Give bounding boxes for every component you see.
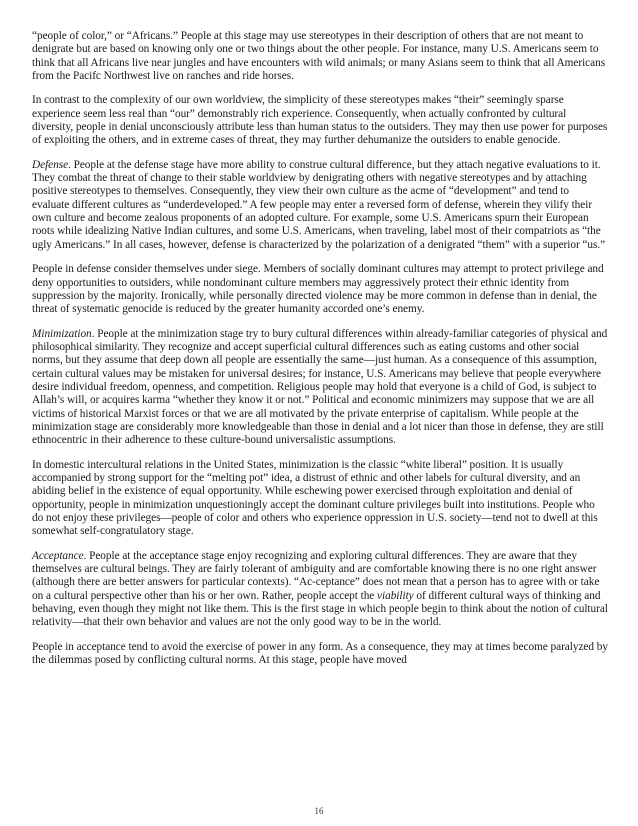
- paragraph-text: People in acceptance tend to avoid the exercise of power in any form. As a consequence, they may at times become paralyzed by the dilemmas posed by conflicting cultural norms. At this stage, people have moved: [32, 640, 608, 667]
- stage-heading: Defense: [32, 158, 69, 171]
- paragraph: [32, 94, 608, 147]
- page-number: 16: [314, 806, 324, 816]
- paragraph-text: People in defense consider themselves under siege. Members of socially dominant cultures may attempt to protect privilege and deny opportunities to outsiders, while nondominant culture members may aggressively protect their ethnic identity from suppression by the majority. Ironically, while personally directed violence may be more common in defense than in denial, the threat of systematic genocide is reduced by the greater humanity accorded one’s enemy.: [32, 263, 604, 316]
- document-body: [32, 30, 608, 678]
- paragraph: [32, 550, 608, 630]
- paragraph: [32, 459, 608, 539]
- paragraph-text: . People at the minimization stage try to bury cultural differences within already-familiar categories of physical and philosophical similarity. They recognize and accept superficial cultural differences such as eating customs and other social norms, but they assume that deep down all people are essentially the same—just human. As a consequence of this assumption, certain cultural values may be mistaken for universal desires; for instance, U.S. Americans may believe that people everywhere desire individual freedom, openness, and competition. Religious people may hold that everyone is a child of God, is subject to Allah’s will, or acquires karma “whether they know it or not.” Political and economic minimizers may suppose that we are all victims of historical Marxist forces or that we are all motivated by the private enterprise of capitalism. While people at the minimization stage are considerably more knowledgeable than those in denial and a lot nicer than those in defense, they are still ethnocentric in their adherence to these culture-bound universalistic assumptions.: [32, 327, 608, 447]
- paragraph-text: . People at the defense stage have more ability to construe cultural difference, but they attach negative evaluations to it. They combat the threat of change to their stable worldview by denigrating others with negative stereotypes and by attaching positive stereotypes to themselves. Consequently, they view their own culture as the acme of “development” and tend to evaluate different cultures as “underdeveloped.” A few people may enter a reversed form of defense, wherein they vilify their own culture and become zealous proponents of an adopted culture. For example, some U.S. Americans spurn their European roots while idealizing Native Indian cultures, and some U.S. Americans, when traveling, label most of their compatriots as “the ugly Americans.” In all cases, however, defense is characterized by the polarization of a denigrated “them” with a superior “us.”: [32, 158, 606, 251]
- paragraph-text: . People at the acceptance stage enjoy recognizing and exploring cultural differences. They are aware that they themselves are cultural beings. They are fairly tolerant of ambiguity and are comfortable knowing there is no one right answer (although there are better answers for particular contexts). “Ac-ceptance” does not mean that a person has to agree with or take on a cultural perspective other than his or her own. Rather, people accept the: [32, 549, 600, 602]
- stage-heading: Minimization: [32, 327, 92, 340]
- paragraph: [32, 328, 608, 448]
- stage-heading: Acceptance: [32, 549, 84, 562]
- paragraph-text: “people of color,” or “Africans.” People at this stage may use stereotypes in their description of others that are not meant to denigrate but are based on knowing only one or two things about the other people. For instance, many U.S. Americans seem to think that all Africans live near jungles and have encounters with wild animals; or many Asians seem to think that all Americans from the Pacifc Northwest live on ranches and ride horses.: [32, 30, 606, 83]
- paragraph-text: of different cultural ways of thinking and behaving, even though they might not like them. This is the first stage in which people begin to think about the notion of cultural relativity—that their own behavior and values are not the only good way to be in the world.: [32, 589, 608, 629]
- paragraph: [32, 641, 608, 668]
- emphasized-text: viability: [377, 589, 414, 602]
- paragraph: [32, 263, 608, 316]
- paragraph: [32, 159, 608, 252]
- paragraph-text: In domestic intercultural relations in the United States, minimization is the classic “white liberal” position. It is usually accompanied by strong support for the “melting pot” idea, a distrust of ethnic and other labels for cultural diversity, and an abiding belief in the existence of equal opportunity. While eschewing power exercised through exploitation and denial of opportunity, people in minimization unquestioningly accept the dominant culture privileges built into institutions. People who do not enjoy these privileges—people of color and others who experience oppression in U.S. society—tend not to dwell at this somewhat self-congratulatory stage.: [32, 458, 598, 538]
- paragraph: [32, 30, 608, 83]
- paragraph-text: In contrast to the complexity of our own worldview, the simplicity of these stereotypes makes “their” seemingly sparse experience seem less real than “our” demonstrably rich experience. Consequently, when actually confronted by cultural diversity, people in denial unconsciously attribute less than human status to the outsiders. They may then use power for purposes of exploiting the others, and in extreme cases of threat, they may further dehumanize the outsiders to enable genocide.: [32, 94, 608, 147]
